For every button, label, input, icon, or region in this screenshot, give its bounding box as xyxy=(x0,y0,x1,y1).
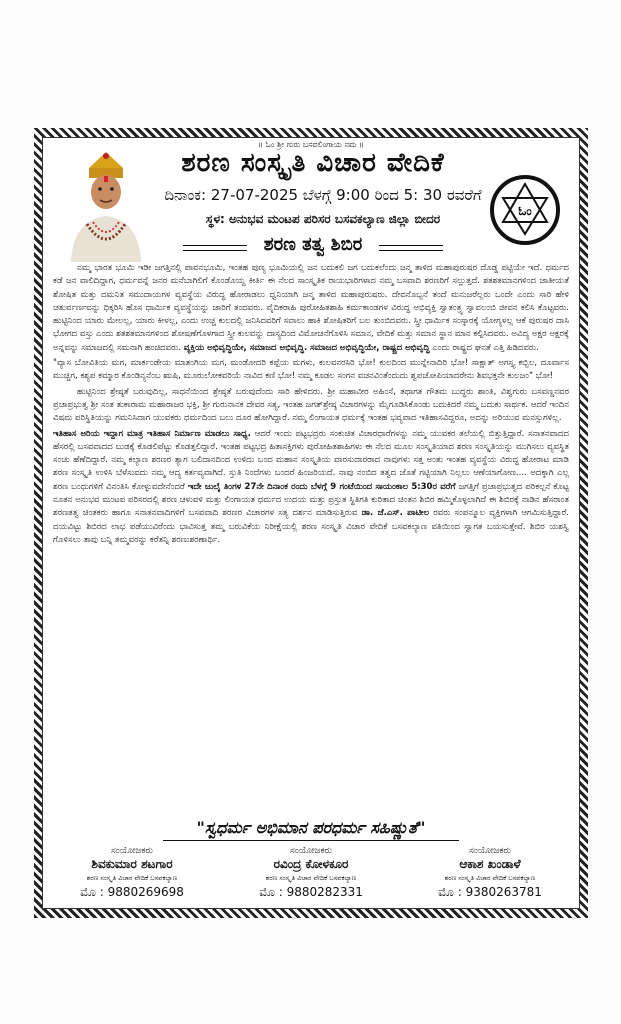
organizer-name: ರವಿಂದ್ರ ಕೋಳಕೂರ xyxy=(273,857,349,871)
flyer-body xyxy=(53,262,569,549)
paragraph-vachana xyxy=(53,357,569,384)
event-date: ದಿನಾಂಕ: 27-07-2025 ಬೆಳಗ್ಗೆ 9:00 ರಿಂದ 5: 30 ರವರೆಗೆ xyxy=(164,186,482,204)
paragraph-text: ಎಂದು ರಾಷ್ಟ್ರದ ಘನತೆ ಎತ್ತಿ ಹಿಡಿದವರು. xyxy=(432,342,539,353)
event-schedule-text: ಇದೇ ಜುಲೈ ತಿಂಗಳ 27ನೇ ದಿನಾಂಕ ರಂದು ಬೆಳಗ್ಗೆ 9 ಗಂಟೆಯಿಂದ ಸಾಯಂಕಾಲ 5:30ರ ವರೆಗೆ xyxy=(187,481,456,492)
organizer-phone: ಮೊ : 9880282331 xyxy=(259,885,363,899)
organizer-name: ಆಕಾಶ ಖಂಡಾಳೆ xyxy=(459,857,521,871)
organizer-role: ಸಂಯೋಜಕರು xyxy=(289,846,333,856)
paragraph-text: ಹುಟ್ಟಿನಿಂದ ಶ್ರೇಷ್ಠತೆ ಬರುವುದಿಲ್ಲ, ಸಾಧನೆಯಿಂದ ಶ್ರೇಷ್ಠತೆ ಬರುವುದೆಂದು ಸಾರಿ ಹೇಳಿದರು. ಶ್ರೀ ಮಹಾವೀರ ಅಹಿಂಸೆ, ತಥಾಗತ ಗೌತಮ ಬುದ್ಧರು ಶಾಂತಿ, ವಿಶ್ವಗುರು ಬಸವಣ್ಣನವರ ಪ್ರಜಾಪ್ರಭುತ್ವ ಶ್ರೀ ಸಂತ ತುಕಾರಾಮ ಮಹಾರಾಜರ ಭಕ್ತಿ, ಶ್ರೀ ಗುರುನಾನಕ ದೇವರ ಸತ್ಯ, ಇಂತಹ ಜಗತ್‌ಶ್ರೇಷ್ಠ ವಿಚಾರಗಳನ್ನು ಮೈಗೂಡಿಸಿಕೊಂಡು ಬದುಕಿದರೆ ನಮ್ಮ ಬದುಕು ಸಾರ್ಥಕ. ಆದರೆ ಇಂದಿನ ವಿಷಮ ಪರಿಸ್ಥಿತಿಯನ್ನು ಗಮನಿಸಿದಾಗ ಯುವಕರು ಧರ್ಮದಿಂದ ಬಲು ದೂರ ಹೋಗಿದ್ದಾರೆ. ನಮ್ಮ ಲಿಂಗಾಯತ ಧರ್ಮಕ್ಕೆ ಇಂತಹ ಭವ್ಯವಾದ ಇತಿಹಾಸವಿದ್ದರೂ, ಅದನ್ನು ಅರಿಯುವ ಮನಸ್ಸುಗಳಿಲ್ಲ. xyxy=(53,386,569,424)
paragraph-text: ಆದರೆ ಇಂದು ಪಟ್ಟಭದ್ರರು ಸಂಕುಚಿತ ವಿಚಾರಧಾರೆಗಳನ್ನು ನಮ್ಮ ಯುವಕರ ತಲೆಯಲ್ಲಿ ಬಿತ್ತುತ್ತಿದ್ದಾರೆ. ಸನಾತನವಾದದ ಹೆಸರಲ್ಲಿ ಬಸವವಾದದ ಬುಡಕ್ಕೆ ಕೊಡಲಿಪೆಟ್ಟು ಕೊಡತ್ತಲಿದ್ದಾರೆ. ಇಂತಹ ಪಟ್ಟಭದ್ರ ಹಿತಾಸಕ್ತಿಗಳು ಪುರೋಹಿತಶಾಹಿಗಳು ಈ ನೆಲದ ಮೂಲ ಸಂಸ್ಕೃತಿಯಾದ ಶರಣ ಸಂಸ್ಕೃತಿಯನ್ನು ಮುಗಿಸಲು ವ್ಯವಸ್ಥಿತ ಸಂಚು ಹೆಣೆದಿದ್ದಾರೆ. ನಮ್ಮ ಕಲ್ಯಾಣ ಶರಣರ ತ್ಯಾಗ ಬಲಿದಾನದಿಂದ ಉಳಿದು ಬಂದ ಮಹಾನ ಸಂಸ್ಕೃತಿಯ ವಾರಸುದಾರರಾದ ನಾವುಗಳು ಸತ್ತ ಅಂತು ಇಂತಹ ವ್ಯವಸ್ಥೆಯ ವಿರುದ್ಧ ಹೋರಾಟ ಮಾಡಿ ಶರಣ ಸಂಸ್ಕೃತಿ ಉಳಿಸಿ ಬೆಳೆಸುವದು ನಮ್ಮ ಆದ್ಯ ಕರ್ತವ್ಯವಾಗಿದೆ. ಸ್ತುತಿ ನಿಂದೆಗಳು ಬಂದರೆ ಹಿಂಜರಿಯದೆ. ನಾವು ನಂಬಿದ ತತ್ವದ ಜೊತೆ ಗಟ್ಟಿಯಾಗಿ ನಿಲ್ಲಲು ಆಣೆಯಾಗೋಣ.... ಅದಕ್ಕಾಗಿ ಎಲ್ಲ ಶರಣ ಬಂಧುಗಳಿಗೆ ವಿನಂತಿಸಿ ಕೋಳ್ಳುವದೇನೆಂದರೆ xyxy=(53,428,569,492)
organizer-phone: ಮೊ : 9380263781 xyxy=(438,885,542,899)
organizer-phone: ಮೊ : 9880269698 xyxy=(80,885,184,899)
paragraph-text: ಜಗತ್ತಿಗೆ ಪ್ರಜಾಪ್ರಭುತ್ವದ ಪರಿಕಲ್ಪನೆ ಕೊಟ್ಟ ನೂತನ ಅನುಭವ ಮಂಟಪ ಪರಿಸರದಲ್ಲಿ ಶರಣ ಚಳುವಳಿ ಮತ್ತು ಲಿಂಗಾಯತ ಧರ್ಮದ ಉದಯ ಮತ್ತು ಪ್ರಸ್ತುತ ಸ್ಥಿತಿಗತಿ ಕುರಿತಾದ ಚಿಂತನ ಶಿಬಿರ ಹಮ್ಮಿಕೊಳ್ಳಲಾಗಿದೆ ಈ ಶಿಬಿರಕ್ಕೆ ನಾಡಿನ ಹೆಸರಾಂತ ಶರಣತತ್ವ ಚಿಂತಕರು ಹಾಗೂ ಸನಾತನವಾದಿಗಳಿಗೆ ಬಸವವಾದಿ ಶರಣರ ವಿಚಾರಗಳ ಸತ್ಯ ದರ್ಶನ ಮಾಡಿಸುತ್ತಿರುವ xyxy=(53,481,570,519)
paragraph-history xyxy=(53,428,569,548)
vachana-quote: "ವ್ಯಾಸ ಬೋವಿತಿಯ ಮಗ, ಮಾರ್ಕಂಡೇಯ ಮಾತಂಗಿಯ ಮಗ, ಮಂಡೋದರಿ ಕಪ್ಪೆಯ ಮಗಳು, ಕುಲವನರಸಿರಿ ಭೋ! ಕುಲದಿಂದ ಮುನ್ನೇನಾದಿರಿ ಭೋ! ಸಾಕ್ಷಾತ್ ಅಗಸ್ತ್ಯ ಕಬ್ಬಿಲ, ದೂರ್ವಾಸ ಮುಚ್ಚಿಗ, ಕಶ್ಯಪ ಕಮ್ಮಾರ ಕೊಂಡಿನ್ಯನೆಂಬ ಋಷಿ, ಮೂರುಲೋಕವರಿಯೆ ನಾವಿದ ಕಣಿ ಭೋ! ನಮ್ಮ ಕೂಡಲ ಸಂಗನ ವಚನವಿಂತೆಂದುದು ಶ್ವಪಚೋಪಿಯಾದರೇನು ಶಿವಭಕ್ತನೇ ಕುಲಜಂ" ಭೋ! xyxy=(53,358,569,382)
organizer-affiliation: ಶರಣ ಸಂಸ್ಕೃತಿ ವಿಚಾರ ವೇದಿಕೆ ಬಸವಕಲ್ಯಾಣ xyxy=(86,874,178,882)
emphasis-text: ವ್ಯಕ್ತಿಯ ಅಭಿವೃದ್ಧಿಯೇ, ಸಮಾಜದ ಅಭಿವೃದ್ಧಿ. ಸಮಾಜದ ಅಭಿವೃದ್ಧಿಯೇ, ರಾಷ್ಟ್ರದ ಅಭಿವೃದ್ಧಿ xyxy=(183,342,430,353)
camp-title: ಶರಣ ತತ್ವ ಶಿಬಿರ xyxy=(263,234,363,255)
invocation-line: ॥ ಓಂ ಶ್ರೀ ಗುರು ಬಸವಲಿಂಗಾಯ ನಮ ॥ xyxy=(258,140,364,149)
organizer-affiliation: ಶರಣ ಸಂಸ್ಕೃತಿ ವಿಚಾರ ವೇದಿಕೆ ಬಸವಕಲ್ಯಾಣ xyxy=(265,874,357,882)
slogan xyxy=(103,818,519,844)
flyer xyxy=(42,137,580,909)
slogan-text: "ಸ್ವಧರ್ಮ ಅಭಿಮಾನ ಪರಧರ್ಮ ಸಹಿಷ್ಣುತೆ" xyxy=(196,818,426,837)
organizer-card xyxy=(405,846,575,906)
event-venue: ಸ್ಥಳ: ಅನುಭವ ಮಂಟಪ ಪರಿಸರ ಬಸವಕಲ್ಯಾಣ ಜಿಲ್ಲಾ ಬೀದರ xyxy=(205,212,441,226)
emphasis-text: ಇತಿಹಾಸ ಅರಿಯ ಇದ್ದಾಗ ಮಾತ್ರ ಇತಿಹಾಸ ನಿರ್ಮಾಣ ಮಾಡಲು ಸಾಧ್ಯ. xyxy=(53,428,251,439)
speaker-name: ಡಾ. ಜೆ.ಎಸ್. ಪಾಟೀಲ xyxy=(361,508,430,519)
organizer-card xyxy=(226,846,396,906)
paragraph-intro xyxy=(53,262,569,355)
organizer-card xyxy=(47,846,217,906)
camp-title-row xyxy=(143,234,483,258)
organizer-role: ಸಂಯೋಜಕರು xyxy=(110,846,154,856)
organizer-role: ಸಂಯೋಜಕರು xyxy=(468,846,512,856)
om-star-emblem xyxy=(489,174,561,246)
organizer-name: ಶಿವಕುಮಾರ ಶಟಗಾರ xyxy=(91,857,173,871)
paragraph-text: ರವರು ಸಂಪನ್ಮೂಲ ವ್ಯಕ್ತಿಗಳಾಗಿ ಆಗಮಿಸುತ್ತಿದ್ದಾರೆ. ದಯವಿಟ್ಟು ಶಿಬಿರದ ಲಾಭ ಪಡೆಯುವಿರೆಂದು ಭಾವಿಸುತ್ತ ತಮ್ಮ ಬರುವಿಕೆಯ ನಿರೀಕ್ಷೆಯಲ್ಲಿ ಶರಣ ಸಂಸ್ಕೃತಿ ವಿಚಾರ ವೇದಿಕೆ ಬಸವಕಲ್ಯಾಣ ವತಿಯಿಂದ ಸ್ವಾಗತ ಬಯಸುತ್ತೇವೆ. ಶಿಬಿರ ಯಶಸ್ವಿ ಗೊಳಿಸಲು ತಾವು ಬನ್ನಿ ತಮ್ಮವರನ್ನು ಕರೆತನ್ನಿ ಶರಣುಶರಣಾರ್ಥಿ. xyxy=(53,508,570,545)
paragraph-text: ನಮ್ಮ ಭಾರತ ಭೂಮಿ ಇಡೀ ಜಗತ್ತಿನಲ್ಲಿ ಪಾವನಭೂಮಿ, ಇಂತಹ ಪುಣ್ಯ ಭೂಮಿಯಲ್ಲಿ ಜನ ಬದುಕಲಿ ಜಗ ಬದುಕಲೆಂದು ಜನ್ಮ ತಾಳಿದ ಮಹಾಪುರುಷರ ದೊಡ್ಡ ಪಟ್ಟಿಯೇ ಇದೆ. ಧರ್ಮದ ಕಡೆ ಜನ ವಾಲಿದಿದ್ದಾಗ, ಧರ್ಮವನ್ನೆ ಜನರ ಮನೆಬಾಗಿಲಿಗೆ ಕೊಂಡೊಯ್ದ ಕೀರ್ತಿ ಈ ನೆಲದ ಸಾಂಸ್ಕೃತಿಕ ರಾಯಭಾರಿಗಳಾದ ನಮ್ಮ ಬಸವಾದಿ ಶರಣರಿಗೆ ಸಲ್ಲುತ್ತದೆ. ಶತಶತಮಾನಗಳಿಂದ ಜಾತೀಯತೆ ಶೋಷಿತ ಮತ್ತು ದಮನಿತ ಸಮುದಾಯಗಳ ವ್ಯವಸ್ಥೆಯ ವಿರುದ್ಧ ಹೋರಾಡಲು ಧ್ವನಿಯಾಗಿ ಜನ್ಮ ತಾಳಿದ ಮಹಾಪುರುಷರು. ದೇವನೊಬ್ಬನೆ ತಂದೆ ಮನುಜರೆಲ್ಲರು ಒಂದೇ ಎಂದು ಸಾರಿ ಹೇಳಿ ಚತುರ್ವರ್ಣವನ್ನು ಧಿಕ್ಕರಿಸಿ ಹೊಸ ಧಾರ್ಮಿಕ ವ್ಯವಸ್ಥೆಯನ್ನು ಜಾರಿಗೆ ತಂದವರು. ವೈದಿಕರಾಹಿ ಪುರೋಹಿತಶಾಹಿ ಕರ್ಮಕಾಂಡಗಳ ವಿರುದ್ಧ ಅಭಿವ್ಯಕ್ತಿ ಸ್ವಾತಂತ್ರ್ಯ ಸ್ವಾವಲಂಬಿ ಜೀವನ ಕಲಿಸಿ ಕೊಟ್ಟವರು. ಹುಟ್ಟಿನಿಂದ ಯಾರು ಮೇಲಲ್ಲ, ಯಾರು ಕೀಳಲ್ಲ, ಎಂದು ಉಚ್ಚ ಕುಲದಲ್ಲಿ ಜನಿಸಿದವರಿಗೆ ಸವಾಲು ಹಾಕಿ ಶೋಷಿತರಿಗೆ ಬಲ ತುಂಬಿದವರು. ಸ್ತ್ರೀ ಧಾರ್ಮಿಕ ಸಂಸ್ಕಾರಕ್ಕೆ ಯೋಗ್ಯಳಲ್ಲ ಆಕೆ ಪುರುಷರ ದಾಸಿ ಭೋಗದ ವಸ್ತು ಎಂದು ಶತಶತಮಾನಗಳಿಂದ ಶೋಷಣೆಗೊಳಗಾದ ಸ್ತ್ರೀ ಕುಲವನ್ನು ದಾಸ್ಯದಿಂದ ವಿಮೋಚನೆಗೊಳಿಸಿ ಸಮಾನ, ವೇದಿಕೆ ಮತ್ತು ಸಮಾನ ಸ್ಥಾನ ಮಾನ ಕಲ್ಪಿಸಿದವರು. ಅವಿದ್ಯ ಅಕ್ಷರ ಅಕ್ಷರಕ್ಕೆ ಅನ್ನವನ್ನು ಸಮಾಜದಲ್ಲಿ ಸಮನಾಗಿ ಹಂಚಿದವರು. xyxy=(53,263,569,353)
emblem-text: ಓಂ xyxy=(518,204,532,218)
organizer-affiliation: ಶರಣ ಸಂಸ್ಕೃತಿ ವಿಚಾರ ವೇದಿಕೆ ಬಸವಕಲ್ಯಾಣ xyxy=(444,874,536,882)
paragraph-greatness xyxy=(53,386,569,426)
organizers xyxy=(47,846,575,906)
slogan-underline xyxy=(163,840,459,844)
basavanna-portrait xyxy=(67,150,145,262)
organization-title: ಶರಣ ಸಂಸ್ಕೃತಿ ವಿಚಾರ ವೇದಿಕೆ xyxy=(181,148,445,178)
